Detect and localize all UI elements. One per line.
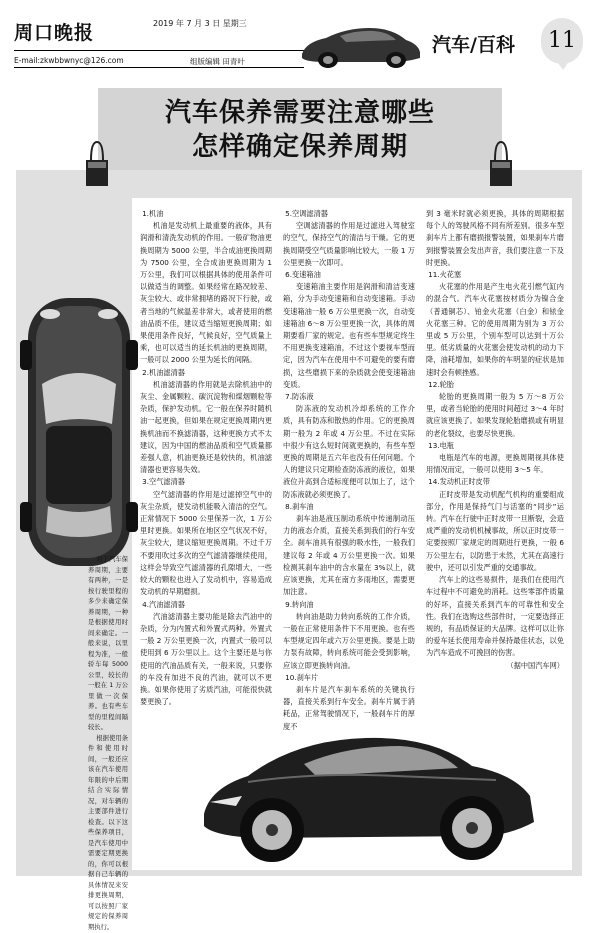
paragraph: 刹车油是液压制动系统中传递制动压力的液态介质，直接关系到我们的行车安全。刹车油具有很强的吸水性，一般我们建议每 2 年或 4 万公里更换一次。如果检测其刹车油中的含水量在 3%以上，就应该更换，尤其在南方多雨地区，需要更加注意。	[283, 513, 415, 598]
editor-credit: 组版编辑 田青叶	[190, 56, 245, 67]
subhead: 1.机油	[140, 208, 272, 220]
subhead: 14.发动机正时皮带	[426, 476, 564, 488]
paragraph: 机油是发动机上最重要的液体，具有润滑和清洗发动机的作用。一般矿物油更换周期为 5000 公里，半合成油更换周期为 7500 公里，全合成油更换周期为 1 万公里，我们可以根据具体的使用条件可以做适当的调整。如果经常在路况较差、灰尘较大、或非常拥堵的路况下行驶，或者当地的气候温差非常大，或者使用的燃油品质不佳，建议适当缩短更换周期；如果使用条件良好，气候良好，空气质量上乘，也可以适当的延长机油的更换周期，一般可以 2000 公里为延长的间隔。	[140, 220, 272, 366]
sidebar-paragraph: 根据使用条件和使用时间，一般还应该在汽车使用年限的中后期结合实际情况，对车辆的主要部件进行检查。以下这些保养项目，是汽车使用中需要定期更换的，你可以根据自己车辆的具体情况来安排更换周期，可以按照厂家规定的保养周期执行。	[88, 734, 128, 933]
paragraph: 汽油滤清器主要功能是除去汽油中的杂质，分为内置式和外置式两种。外置式一般 2 万公里更换一次，内置式一般可以使用到 6 万公里以上。这个主要还是与你使用的汽油品质有关，一般来说，只要你的车没有加进不良的汽油，就可以不更换。如果你使用了劣质汽油，可能很快就要更换了。	[140, 611, 272, 709]
paragraph: 空调滤清器的作用是过滤进入驾驶室的空气，保持空气的清洁与干燥。它的更换周期受空气质量影响比较大，一般 1 万公里更换一次即可。	[283, 220, 415, 269]
subhead: 6.变速箱油	[283, 269, 415, 281]
headline-line-2: 怎样确定保养周期	[98, 130, 502, 164]
sidebar-note	[88, 555, 128, 933]
article-column-2	[283, 208, 415, 708]
subhead: 10.刹车片	[283, 672, 415, 684]
subhead: 13.电瓶	[426, 440, 564, 452]
paragraph: 到 3 毫米时就必须更换，具体的周期根据每个人的驾驶风格不同有所差别。很多车型刹车片上都有磨损报警装置，如果刹车片磨到报警装置会发出声音，我们要注意一下及时更换。	[426, 208, 564, 269]
header-car-image	[296, 20, 424, 72]
sidebar-paragraph: 对于汽车保养周期，主要有两种，一是按行驶里程的多少来确定保养周期，一种是根据使用时间来确定。一般来说，以里程为准，一般轿车每 5000 公里，较长的一般在 1 万公里做一次保养。也有些车型的里程间隔较长。	[88, 555, 128, 734]
paragraph: 刹车片是汽车刹车系统的关键执行器，直接关系到行车安全。刹车片属于消耗品，正常驾驶情况下，一般刹车片的厚度不	[283, 684, 415, 733]
subhead: 8.刹车油	[283, 501, 415, 513]
article-headline	[98, 96, 502, 164]
paragraph: 空气滤清器的作用是过滤掉空气中的灰尘杂质，使发动机能吸入清洁的空气。正常情况下 5000 公里保养一次，1 万公里时更换。如果所在地区空气状况不好，灰尘较大，建议缩短更换周期。不过千万不要用吹过多次的空气滤清器继续使用，这样会导致空气滤清器的孔隙增大，一些较大的颗粒也进入了发动机中，容易造成发动机的早期磨损。	[140, 489, 272, 599]
page-number-pointer	[556, 60, 570, 70]
page-number-badge	[541, 18, 583, 64]
page-header	[0, 0, 600, 78]
paragraph: 正时皮带是发动机配气机构的重要组成部分，作用是保持气门与活塞的“同步”运转。汽车在行驶中正时皮带一旦断裂，会造成严重的发动机机械事故，所以正时皮带一定要按照厂家规定的周期进行更换，一般 6 万公里左右，以防患于未然，尤其在高速行驶中，还可以引发严重的交通事故。	[426, 489, 564, 574]
paragraph: 电瓶是汽车的电源，更换周期视具体使用情况而定，一般可以使用 3～5 年。	[426, 452, 564, 476]
subhead: 9.转向油	[283, 599, 415, 611]
subhead: 11.火花塞	[426, 269, 564, 281]
section-name: 汽车/百科	[432, 30, 515, 57]
paragraph: 轮胎的更换周期一般为 5 万～8 万公里，或者当轮胎的使用时间超过 3～4 年时就应该更换了。如果发现轮胎磨损或有明显的老化裂纹，也要尽快更换。	[426, 391, 564, 440]
newspaper-masthead: 周口晚报	[14, 18, 94, 45]
subhead: 12.轮胎	[426, 379, 564, 391]
paragraph: 转向油是助力转向系统的工作介质，一般在正常使用条件下不用更换。也有些车型规定四年或六万公里更换。要是上助力泵有故障，转向系统可能会受到影响，应该立即更换转向油。	[283, 611, 415, 672]
paragraph: 变速箱油主要作用是润滑和清洁变速箱，分为手动变速箱和自动变速箱。手动变速箱油一般 6 万公里更换一次，自动变速箱油 6～8 万公里更换一次，具体的周期要看厂家的规定。也有些车型规定终生不用更换变速箱油，不过这个要视车型而定，因为汽车在使用中不可避免的要有磨损，这些磨损下来的杂质就会使变速箱油变质。	[283, 281, 415, 391]
source-credit: （据中国汽车网）	[426, 660, 564, 672]
header-rule-bottom	[14, 67, 304, 68]
subhead: 2.机油滤清器	[140, 367, 272, 379]
binder-clip-right-icon	[488, 140, 514, 188]
paragraph: 汽车上的这些易损件，是我们在使用汽车过程中不可避免的消耗。这些零部件质量的好坏，直接关系到汽车的可靠性和安全性。我们在选购这些部件时，一定要选择正规的，有品质保证的大品牌。这样可以让你的爱车延长使用寿命并保持最佳状态，以免为汽车造成不可挽回的伤害。	[426, 574, 564, 659]
headline-line-1: 汽车保养需要注意哪些	[98, 96, 502, 130]
car-side-view-image	[196, 710, 542, 870]
issue-date: 2019 年 7 月 3 日 星期三	[153, 18, 247, 29]
subhead: 3.空气滤清器	[140, 476, 272, 488]
subhead: 5.空调滤清器	[283, 208, 415, 220]
subhead: 7.防冻液	[283, 391, 415, 403]
paragraph: 防冻液的发动机冷却系统的工作介质，具有防冻和散热的作用。它的更换周期一般为 2 年或 4 万公里。不过在实际中很少有这么短时间就更换的，有些车型更换的周期是五六年也没有任何问题。个人的建议只定期检查防冻液的液位，如果液位升高到合适标度便可以加上了，这个防冻液就必须更换了。	[283, 403, 415, 501]
subhead: 4.汽油滤清器	[140, 599, 272, 611]
car-top-view-image	[20, 292, 138, 572]
contact-email: E-mail:zkwbbwnyc@126.com	[14, 56, 124, 65]
article-column-3	[426, 208, 564, 708]
header-rule	[14, 50, 304, 51]
page-number: 11	[541, 18, 583, 64]
article-column-1	[140, 208, 272, 708]
paragraph: 机油滤清器的作用就是去除机油中的灰尘、金属颗粒、碳沉淀物和煤烟颗粒等杂质，保护发动机。它一般在保养时随机油一起更换，但如果在规定更换周期内更换机油而不换滤清器，这种更换方式不太建议，因为中国的燃油品质和空气质量都差强人意，机油更换还是较快的，机油滤清器也更容易失效。	[140, 379, 272, 477]
paragraph: 火花塞的作用是产生电火花引燃气缸内的混合气。汽车火花塞按材质分为镍合金（普通铜芯）、铂金火花塞（白金）和铱金火花塞三种。它的使用周期为别为 3 万公里或 5 万公里，个别车型可以达到十万公里。低劣质量的火花塞会使发动机的动力下降，油耗增加，如果你的车明显的症状是加速时会有顿挫感。	[426, 281, 564, 379]
binder-clip-left-icon	[84, 140, 110, 188]
